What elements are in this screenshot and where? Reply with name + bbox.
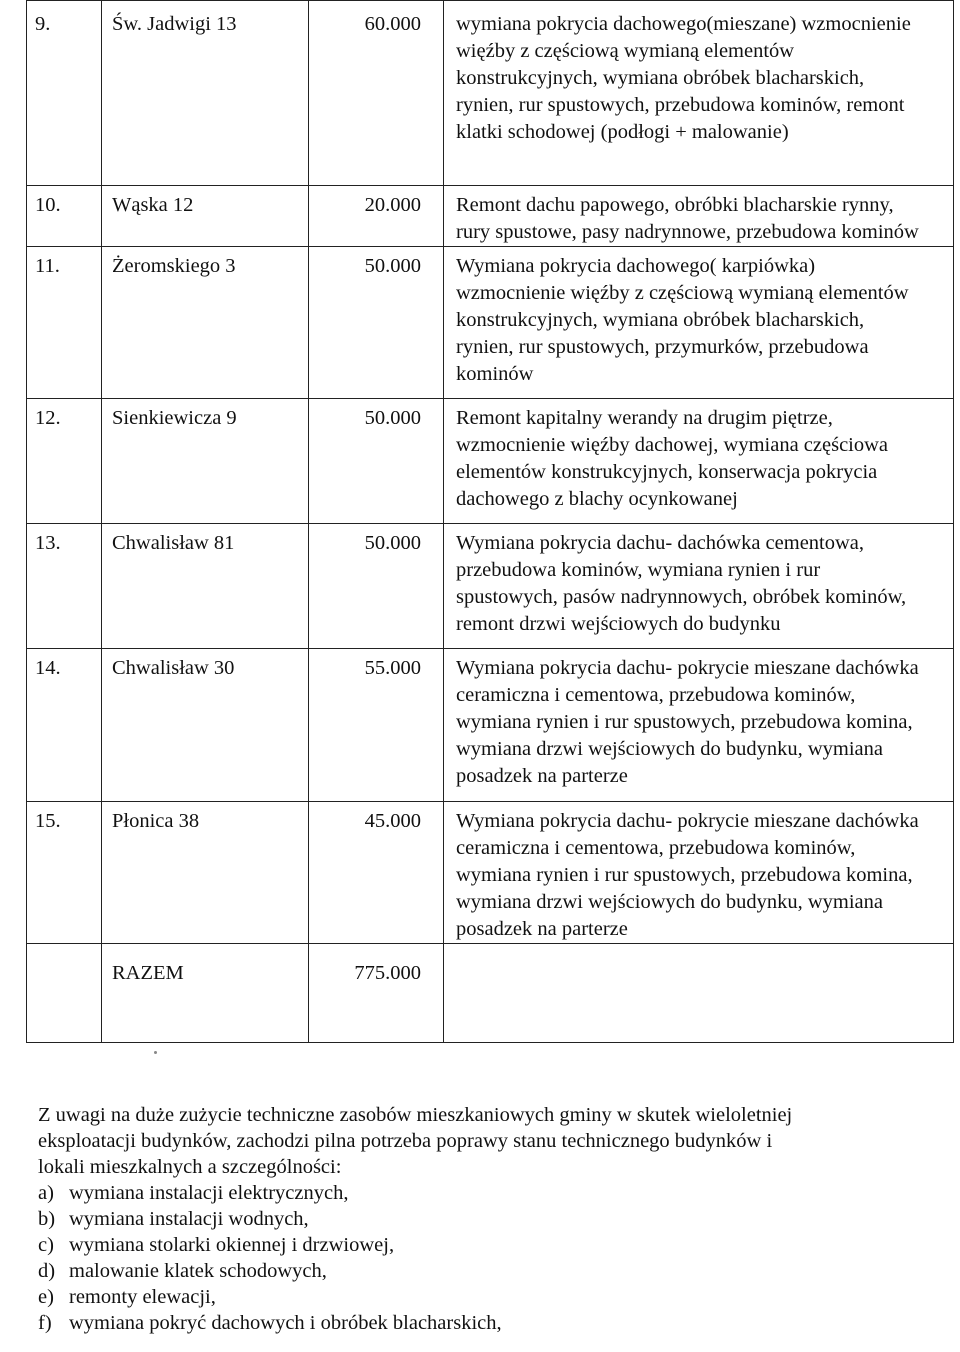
list-marker: b) [38, 1208, 56, 1230]
list-item [38, 1232, 938, 1258]
table-row [27, 802, 954, 944]
row-number: 11. [27, 247, 102, 399]
description-line: przebudowa kominów, wymiana rynien i rur [456, 559, 821, 581]
row-description [444, 649, 954, 802]
list-item [38, 1180, 938, 1206]
list-item-text: malowanie klatek schodowych, [69, 1260, 327, 1282]
description-line: kominów [456, 363, 534, 385]
row-address: Sienkiewicza 9 [102, 399, 309, 524]
description-line: rynien, rur spustowych, przebudowa kominów, remont [456, 94, 905, 116]
description-line: posadzek na parterze [456, 918, 628, 940]
row-amount: 45.000 [309, 802, 444, 944]
description-line: remont drzwi wejściowych do budynku [456, 613, 781, 635]
list-item [38, 1310, 938, 1336]
list-marker: e) [38, 1286, 54, 1308]
description-line: wymiana pokrycia dachowego(mieszane) wzmocnienie [456, 13, 911, 35]
table-row [27, 186, 954, 247]
row-amount: 20.000 [309, 186, 444, 247]
row-address: Żeromskiego 3 [102, 247, 309, 399]
list-item-text: wymiana stolarki okiennej i drzwiowej, [69, 1234, 395, 1256]
description-line: rynien, rur spustowych, przymurków, przebudowa [456, 336, 869, 358]
description-line: spustowych, pasów nadrynnowych, obróbek kominów, [456, 586, 907, 608]
total-row [27, 944, 954, 1043]
table-row [27, 649, 954, 802]
row-description [444, 399, 954, 524]
list-item [38, 1258, 938, 1284]
row-amount: 60.000 [309, 1, 444, 186]
list-marker: c) [38, 1234, 54, 1256]
row-amount: 50.000 [309, 524, 444, 649]
description-line: więźby z częściową wymianą elementów [456, 40, 795, 62]
description-line: klatki schodowej (podłogi + malowanie) [456, 121, 789, 143]
table-row [27, 1, 954, 186]
description-line: ceramiczna i cementowa, przebudowa kominów, [456, 684, 856, 706]
list-marker: f) [38, 1312, 52, 1334]
total-label: RAZEM [102, 944, 309, 1043]
paragraph-line: lokali mieszkalnych a szczególności: [38, 1156, 342, 1178]
list-marker: d) [38, 1260, 56, 1282]
description-line: Wymiana pokrycia dachu- pokrycie mieszane dachówka [456, 810, 919, 832]
table-row [27, 247, 954, 399]
row-number: 10. [27, 186, 102, 247]
description-line: Wymiana pokrycia dachowego( karpiówka) [456, 255, 816, 277]
list-item-text: wymiana pokryć dachowych i obróbek blacharskich, [69, 1312, 502, 1334]
description-line: Wymiana pokrycia dachu- dachówka cementowa, [456, 532, 865, 554]
row-description [444, 524, 954, 649]
list-item-text: remonty elewacji, [69, 1286, 216, 1308]
total-empty-cell [27, 944, 102, 1043]
needs-list [38, 1180, 938, 1336]
row-number: 9. [27, 1, 102, 186]
scan-dot [154, 1051, 157, 1054]
list-item [38, 1284, 938, 1310]
list-item [38, 1206, 938, 1232]
description-line: wymiana drzwi wejściowych do budynku, wymiana [456, 738, 883, 760]
row-address: Płonica 38 [102, 802, 309, 944]
total-empty-description [444, 944, 954, 1043]
paragraph-line: Z uwagi na duże zużycie techniczne zasobów mieszkaniowych gminy w skutek wieloletniej [38, 1104, 793, 1126]
row-amount: 50.000 [309, 247, 444, 399]
description-line: wzmocnienie więźby z częściową wymianą elementów [456, 282, 909, 304]
description-line: wzmocnienie więźby dachowej, wymiana częściowa [456, 434, 889, 456]
description-line: Wymiana pokrycia dachu- pokrycie mieszane dachówka [456, 657, 919, 679]
renovation-table [26, 0, 954, 1043]
description-line: ceramiczna i cementowa, przebudowa kominów, [456, 837, 856, 859]
paragraph-line: eksploatacji budynków, zachodzi pilna potrzeba poprawy stanu technicznego budynków i [38, 1130, 773, 1152]
row-number: 13. [27, 524, 102, 649]
row-address: Chwalisław 81 [102, 524, 309, 649]
row-description [444, 802, 954, 944]
row-address: Św. Jadwigi 13 [102, 1, 309, 186]
row-description [444, 186, 954, 247]
description-line: wymiana drzwi wejściowych do budynku, wymiana [456, 891, 883, 913]
row-description [444, 1, 954, 186]
row-amount: 55.000 [309, 649, 444, 802]
description-line: konstrukcyjnych, wymiana obróbek blacharskich, [456, 67, 865, 89]
list-item-text: wymiana instalacji wodnych, [69, 1208, 309, 1230]
row-number: 12. [27, 399, 102, 524]
table-row [27, 399, 954, 524]
row-address: Wąska 12 [102, 186, 309, 247]
conclusion-paragraph [38, 1102, 938, 1336]
total-amount: 775.000 [309, 944, 444, 1043]
list-item-text: wymiana instalacji elektrycznych, [69, 1182, 349, 1204]
description-line: konstrukcyjnych, wymiana obróbek blacharskich, [456, 309, 865, 331]
row-address: Chwalisław 30 [102, 649, 309, 802]
description-line: Remont kapitalny werandy na drugim piętrze, [456, 407, 833, 429]
row-amount: 50.000 [309, 399, 444, 524]
description-line: Remont dachu papowego, obróbki blacharskie rynny, [456, 194, 894, 216]
list-marker: a) [38, 1182, 54, 1204]
row-description [444, 247, 954, 399]
table-row [27, 524, 954, 649]
row-number: 15. [27, 802, 102, 944]
description-line: dachowego z blachy ocynkowanej [456, 488, 738, 510]
row-number: 14. [27, 649, 102, 802]
description-line: rury spustowe, pasy nadrynnowe, przebudowa kominów [456, 221, 919, 243]
description-line: elementów konstrukcyjnych, konserwacja pokrycia [456, 461, 878, 483]
description-line: wymiana rynien i rur spustowych, przebudowa komina, [456, 711, 913, 733]
description-line: wymiana rynien i rur spustowych, przebudowa komina, [456, 864, 913, 886]
description-line: posadzek na parterze [456, 765, 628, 787]
